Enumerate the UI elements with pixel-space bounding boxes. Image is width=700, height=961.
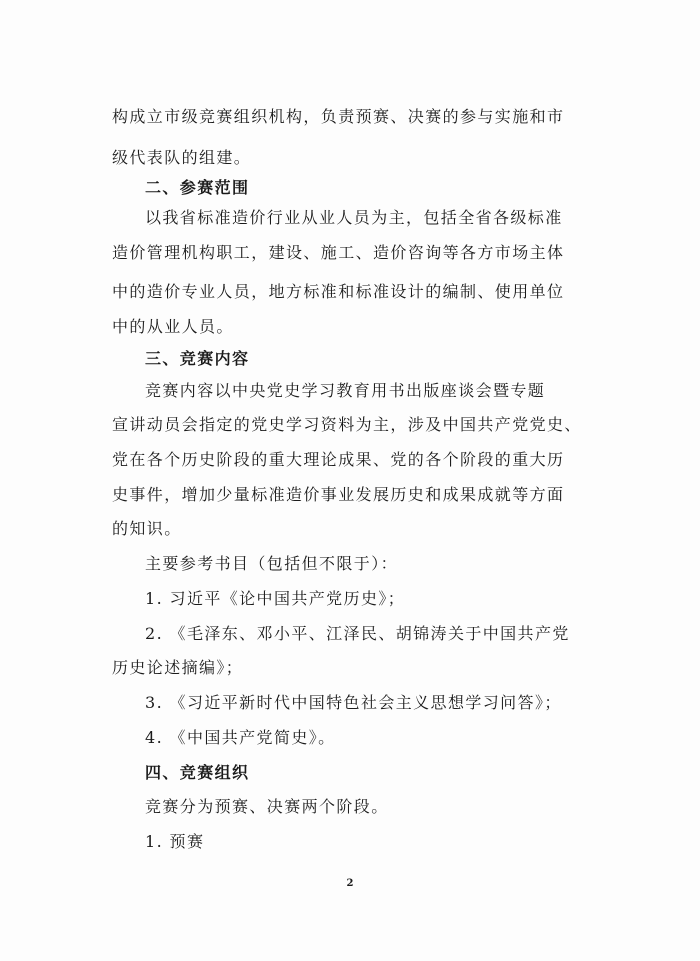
reference-item-4: 4. 《中国共产党简史》。 — [145, 728, 336, 747]
subsection-heading-preliminary: 1. 预赛 — [145, 832, 205, 851]
body-text-line: 中的造价专业人员，地方标准和标准设计的编制、使用单位 — [112, 282, 565, 301]
section-heading-participation-scope: 二、参赛范围 — [145, 178, 250, 197]
page-number: 2 — [346, 878, 354, 889]
body-text-line: 以我省标准造价行业从业人员为主，包括全省各级标准 — [145, 208, 563, 227]
body-text-line: 史事件，增加少量标准造价事业发展历史和成果成就等方面 — [112, 485, 565, 504]
body-text-line: 中的从业人员。 — [112, 317, 234, 336]
body-text-line: 党在各个历史阶段的重大理论成果、党的各个阶段的重大历 — [112, 450, 565, 469]
body-text-line: 竞赛分为预赛、决赛两个阶段。 — [145, 797, 389, 816]
reference-list-intro: 主要参考书目（包括但不限于）： — [145, 554, 399, 573]
reference-item-1: 1. 习近平《论中国共产党历史》； — [145, 589, 406, 608]
body-text-line: 构成立市级竞赛组织机构，负责预赛、决赛的参与实施和市 — [112, 107, 565, 126]
reference-item-2: 2. 《毛泽东、邓小平、江泽民、胡锦涛关于中国共产党 — [145, 624, 570, 643]
reference-item-2-continued: 历史论述摘编》； — [112, 658, 244, 677]
body-text-line: 造价管理机构职工，建设、施工、造价咨询等各方市场主体 — [112, 243, 565, 262]
body-text-line: 宣讲动员会指定的党史学习资料为主，涉及中国共产党党史、 — [112, 415, 582, 434]
body-text-line: 竞赛内容以中央党史学习教育用书出版座谈会暨专题 — [145, 381, 546, 400]
section-heading-competition-organization: 四、竞赛组织 — [145, 763, 250, 782]
section-heading-competition-content: 三、竞赛内容 — [145, 349, 250, 368]
body-text-line: 级代表队的组建。 — [112, 148, 252, 167]
reference-item-3: 3. 《习近平新时代中国特色社会主义思想学习问答》； — [145, 693, 562, 712]
body-text-line: 的知识。 — [112, 519, 182, 538]
